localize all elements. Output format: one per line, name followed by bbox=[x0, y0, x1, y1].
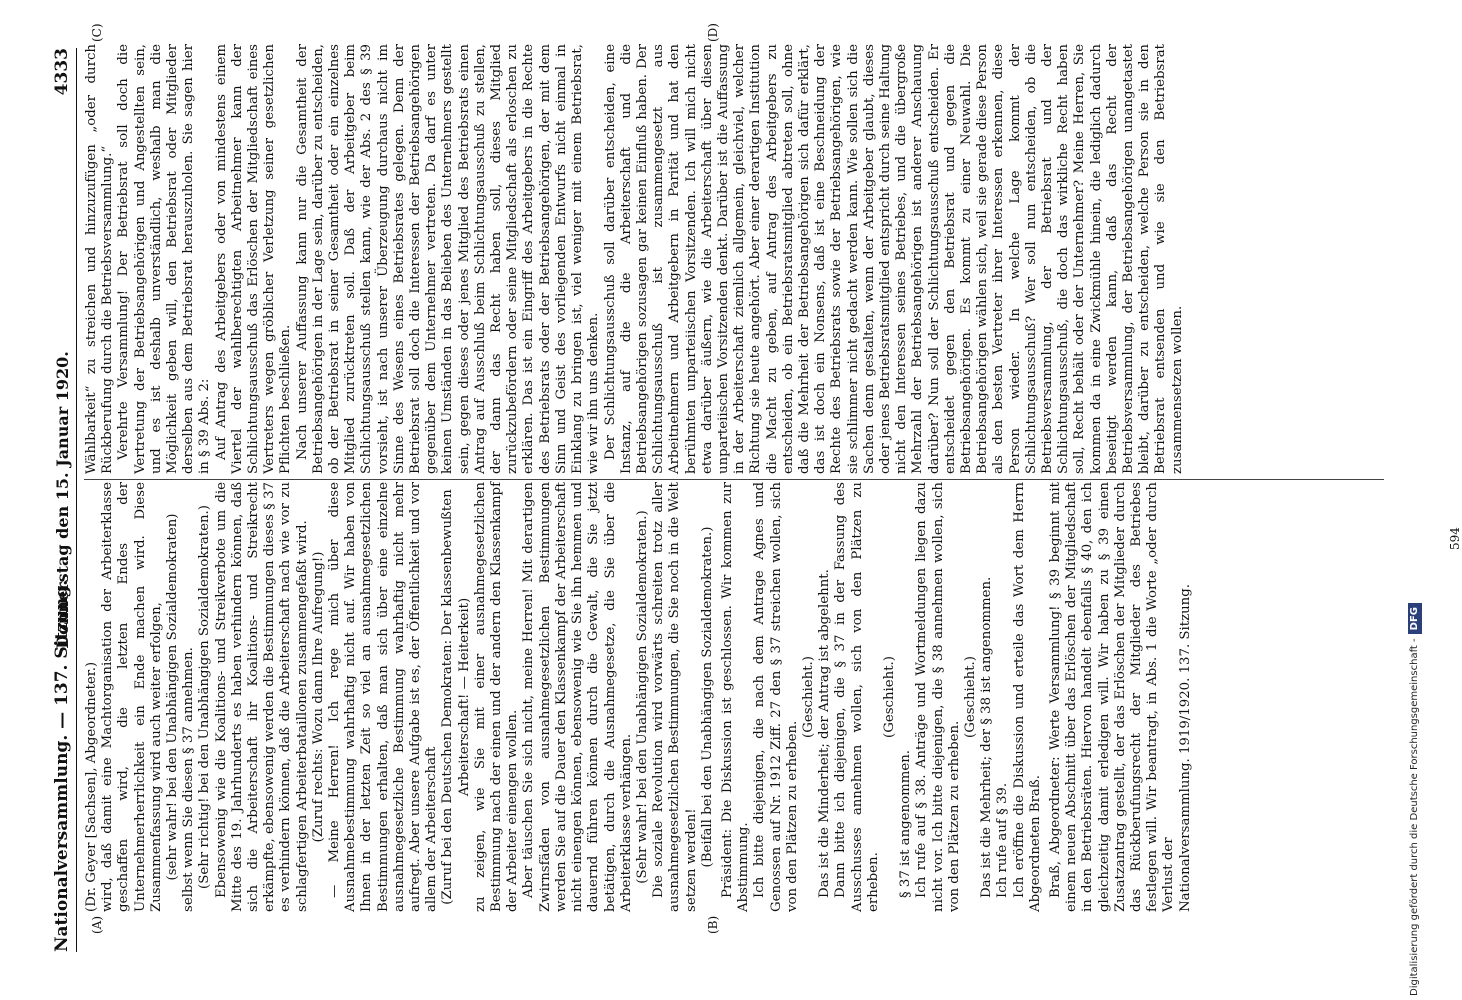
paragraph: wird, daß damit eine Machtorganisation der Arbeiterklasse geschaffen wird, die letzten Endes der Unternehmerherrlichkeit ein Ende machen wird. Diese Zusammenfassung wird auch weiter erfolgen, bbox=[100, 482, 164, 912]
digitization-note bbox=[1401, 6, 1429, 996]
paragraph: Ebensowenig wie die Koalitions- und Streikverbote um die Mitte des 19. Jahrhunderts es haben verhindern können, daß sich die Arbeiterschaft ihr Koalitions- und Streikrecht erkämpfte, ebensowenig werden die Bestimmungen dieses § 37 es verhindern können, daß die Arbeiterschaft nach wie vor zu schlagfertigen Arbeiterbataillonen zusammengefaßt wird. bbox=[213, 482, 310, 912]
header-title: Nationalversammlung. — 137. Sitzung. bbox=[52, 579, 72, 952]
archive-page-number: 594 bbox=[1448, 527, 1462, 550]
paragraph: Der Schlichtungsausschuß soll darüber entscheiden, eine Instanz, auf die die Arbeiterschaft und die Betriebsangehörigen sozusagen gar keinen Einfluß haben. Der Schlichtungsausschuß ist zusammengesetzt aus Arbeitnehmern und Arbeitgebern in Parität und hat den berühmten unparteiischen Vorsitzenden. Ich will mich nicht etwa darüber äußern, wie die Arbeiterschaft über diesen unparteiischen Vorsitzenden denkt. Darüber ist die Auffassung in der Arbeiterschaft ziemlich allgemein, gleichviel, welcher Richtung sie heute angehört. Aber einer derartigen Institution die Macht zu geben, auf Antrag des Arbeitgebers zu entscheiden, ob ein Betriebsratsmitglied abtreten soll, ohne daß die Mehrheit der Betriebsangehörigen sich dafür erklärt, das ist doch ein Nonsens, daß ist eine Beschneidung der Rechte des Betriebsrats sowie der Betriebsangehörigen, wie sie schlimmer nicht gedacht werden kann. Wie sollen sich die Sachen denn gestalten, wenn der Arbeitgeber glaubt, dieses oder jenes Betriebsratsmitglied entspricht durch seine Haltung nicht den Interessen seines Betriebes, und die übergroße Mehrzahl der Betriebsangehörigen ist anderer Anschauung darüber? Nun soll der Schlichtungsausschuß entscheiden. Er entscheidet gegen den Betriebsrat und gegen die Betriebsangehörigen. Es kommt zu einer Neuwahl. Die Betriebsangehörigen wählen sich, weil sie gerade diese Person als den besten Vertreter ihrer Interessen erkennen, diese Person wieder. In welche Lage kommt der Schlichtungsausschuß? Wer soll nun entscheiden, ob die Betriebsversammlung, der Betriebsrat und der Schlichtungsausschuß, die doch das wirkliche Recht haben soll, Recht behält oder der Unternehmer? Meine Herren, Sie kommen da in eine Zwickmühle hinein, die lediglich dadurch beseitigt werden kann, daß das Recht der Betriebsversammlung, der Betriebsangehörigen unangetastet bleibt, darüber zu entscheiden, welche Person sie in den Betriebsrat entsenden und wie sie den Betriebsrat zusammensetzen wollen. bbox=[602, 44, 1185, 474]
interjection: (Zuruf rechts: Wozu dann Ihre Aufregung!) bbox=[310, 551, 326, 843]
interjection: (Geschieht.) bbox=[800, 656, 816, 738]
margin-mark-a: (A) bbox=[90, 915, 104, 934]
dfg-logo: DFG bbox=[1408, 603, 1422, 634]
paragraph: Das ist die Mehrheit; der § 38 ist angenommen. bbox=[979, 576, 995, 898]
paragraph: Aber täuschen Sie sich nicht, meine Herren! Mit derartigen Zwirnsfäden von ausnahmegesetzlichen Bestimmungen werden Sie auf die Dauer den Klassenkampf der Arbeiterschaft nicht einengen können, ebensowenig wie Sie ihn hemmen und dauernd führen können durch die Gewalt, die Sie jetzt betätigen, durch die Ausnahmegesetze, die Sie über die Arbeiterklasse verhängen. bbox=[521, 482, 634, 912]
paragraph: Ich bitte diejenigen, die nach dem Antrage Agnes und Genossen auf Nr. 1912 Ziff. 27 den § 37 streichen wollen, sich von den Plätzen zu erheben. bbox=[752, 482, 800, 912]
president-statement: Präsident: Die Diskussion ist geschlossen. Wir kommen zur Abstimmung. bbox=[719, 482, 752, 912]
speaker-note: (Dr. Geyer [Sachsen], Abgeordneter.) bbox=[84, 661, 99, 912]
paragraph: — Meine Herren! Ich rege mich über diese Ausnahmebestimmung wahrhaftig nicht auf. Wir haben von Ihnen in der letzten Zeit so viel an ausnahmegesetzlichen Bestimmungen erhalten, daß man sich über eine einzelne ausnahmegesetzliche Bestimmung wahrhaftig nicht mehr aufregt. Aber unsere Aufgabe ist es, der Öffentlichkeit und vor allem der Arbeiterschaft bbox=[327, 482, 440, 912]
quoted-law-text: Auf Antrag des Arbeitgebers oder von mindestens einem Viertel der wahlberechtigten Arbeitnehmer kann der Schlichtungsausschuß das Erlöschen der Mitgliedschaft eines Vertreters wegen gröblicher Verletzung seiner gesetzlichen Pflichten beschließen. bbox=[213, 44, 294, 474]
left-column bbox=[84, 482, 1384, 912]
footer-line: Nationalversammlung. 1919/1920. 137. Sitzung. bbox=[1177, 584, 1193, 912]
interjection: (sehr wahr! bei den Unabhängigen Sozialdemokraten) bbox=[165, 513, 181, 881]
speaker-statement: Braß, Abgeordneter: Werte Versammlung! § 39 beginnt mit einem neuen Abschnitt über das Erlöschen der Mitgliedschaft in den Betriebsräten. Hiervon handelt ebenfalls § 40, den ich gleichzeitig damit erledigen will. Wir haben zu § 39 einen Zusatzantrag gestellt, der das Erlöschen der Mitglieder durch das Rückberufungsrecht der Mitglieder des Betriebes festlegen will. Wir beantragt, in Abs. 1 die Worte „oder durch Verlust der bbox=[1047, 482, 1177, 912]
interjection: (Geschieht.) bbox=[881, 656, 897, 738]
paragraph: Wählbarkeit“ zu streichen und hinzuzufügen „oder durch Rückberufung durch die Betriebsversammlung.“ bbox=[84, 44, 116, 474]
paragraph: Das ist die Minderheit; der Antrag ist abgelehnt. bbox=[817, 569, 833, 898]
paragraph: Verehrte Versammlung! Der Betriebsrat soll doch die Vertretung der Betriebsangehörigen und Angestellten sein, und es ist deshalb unverständlich, weshalb man die Möglichkeit geben will, den Betriebsrat oder Mitglieder derselben aus dem Betriebsrat herauszuholen. Sie sagen hier in § 39 Abs. 2: bbox=[116, 44, 213, 474]
margin-mark-b: (B) bbox=[706, 915, 720, 934]
paragraph: Dann bitte ich diejenigen, die § 37 in der Fassung des Ausschusses annehmen wollen, sich von den Plätzen zu erheben. bbox=[833, 482, 881, 912]
interjection: (Sehr wahr! bei den Unabhängigen Sozialdemokraten.) bbox=[634, 510, 650, 884]
paragraph: selbst wenn Sie diesen § 37 annehmen. bbox=[181, 647, 197, 912]
paragraph: zu zeigen, wie Sie mit einer ausnahmegesetzlichen Bestimmung nach der einen und der andern den Klassenkampf der Arbeiter einengen wollen. bbox=[472, 482, 521, 912]
interjection: (Beifall bei den Unabhängigen Sozialdemokraten.) bbox=[699, 526, 715, 868]
interjection: (Zuruf bei den Deutschen Demokraten: Der klassenbewußten Arbeiterschaft! — Heiterkeit) bbox=[440, 489, 472, 905]
paragraph: Die soziale Revolution wird vorwärts schreiten trotz aller ausnahmegesetzlichen Bestimmungen, die Sie noch in die Welt setzen werden! bbox=[651, 482, 699, 912]
interjection: (Sehr richtig! bei den Unabhängigen Sozialdemokraten.) bbox=[197, 505, 213, 889]
header-page-number: 4333 bbox=[52, 48, 72, 96]
paragraph: § 37 ist angenommen. bbox=[898, 750, 914, 898]
right-column bbox=[84, 44, 1384, 474]
margin-mark-d: (D) bbox=[706, 23, 720, 42]
paragraph: Ich eröffne die Diskussion und erteile das Wort dem Herrn Abgeordneten Braß. bbox=[1011, 482, 1043, 912]
paragraph: Nach unserer Auffassung kann nur die Gesamtheit der Betriebsangehörigen in der Lage sein, darüber zu entscheiden, ob der Betriebsrat in seiner Gesamtheit oder ein einzelnes Mitglied zurücktreten soll. Daß der Arbeitgeber beim Schlichtungsausschuß stellen kann, wie der Abs. 2 des § 39 vorsieht, ist nach unserer Überzeugung durchaus nicht im Sinne des Wesens eines Betriebsrates gelegen. Denn der Betriebsrat soll doch die Interessen der Betriebsangehörigen gegenüber dem Unternehmer vertreten. Da darf es unter keinen Umständen in das Belieben des Unternehmers gestellt sein, gegen dieses oder jenes Mitglied des Betriebsrats einen Antrag auf Ausschluß beim Schlichtungsausschuß zu stellen, der dann das Recht haben soll, dieses Mitglied zurückzubefördern oder seine Mitgliedschaft als erloschen zu erklären. Das ist ein Eingriff des Arbeitgebers in die Rechte des Betriebsrats oder der Betriebsangehörigen, der mit dem Sinn und Geist des vorliegenden Entwurfs nicht einmal in Einklang zu bringen ist, viel weniger mit einem Betriebsrat, wie wir ihn uns denken. bbox=[294, 44, 602, 474]
digitization-text: Digitalisierung gefördert durch die Deutsche Forschungsgemeinschaft - bbox=[1409, 638, 1420, 996]
paragraph: Ich rufe auf § 38. Anträge und Wortmeldungen liegen dazu nicht vor. Ich bitte diejenigen, die § 38 annehmen wollen, sich von den Plätzen zu erheben. bbox=[914, 482, 962, 912]
running-header bbox=[52, 48, 77, 952]
interjection: (Geschieht.) bbox=[962, 656, 978, 738]
paragraph: Ich rufe auf § 39. bbox=[995, 782, 1011, 898]
header-date: Donnerstag den 15. Januar 1920. bbox=[53, 351, 72, 649]
margin-mark-c: (C) bbox=[90, 23, 104, 42]
column-divider bbox=[84, 479, 1384, 480]
